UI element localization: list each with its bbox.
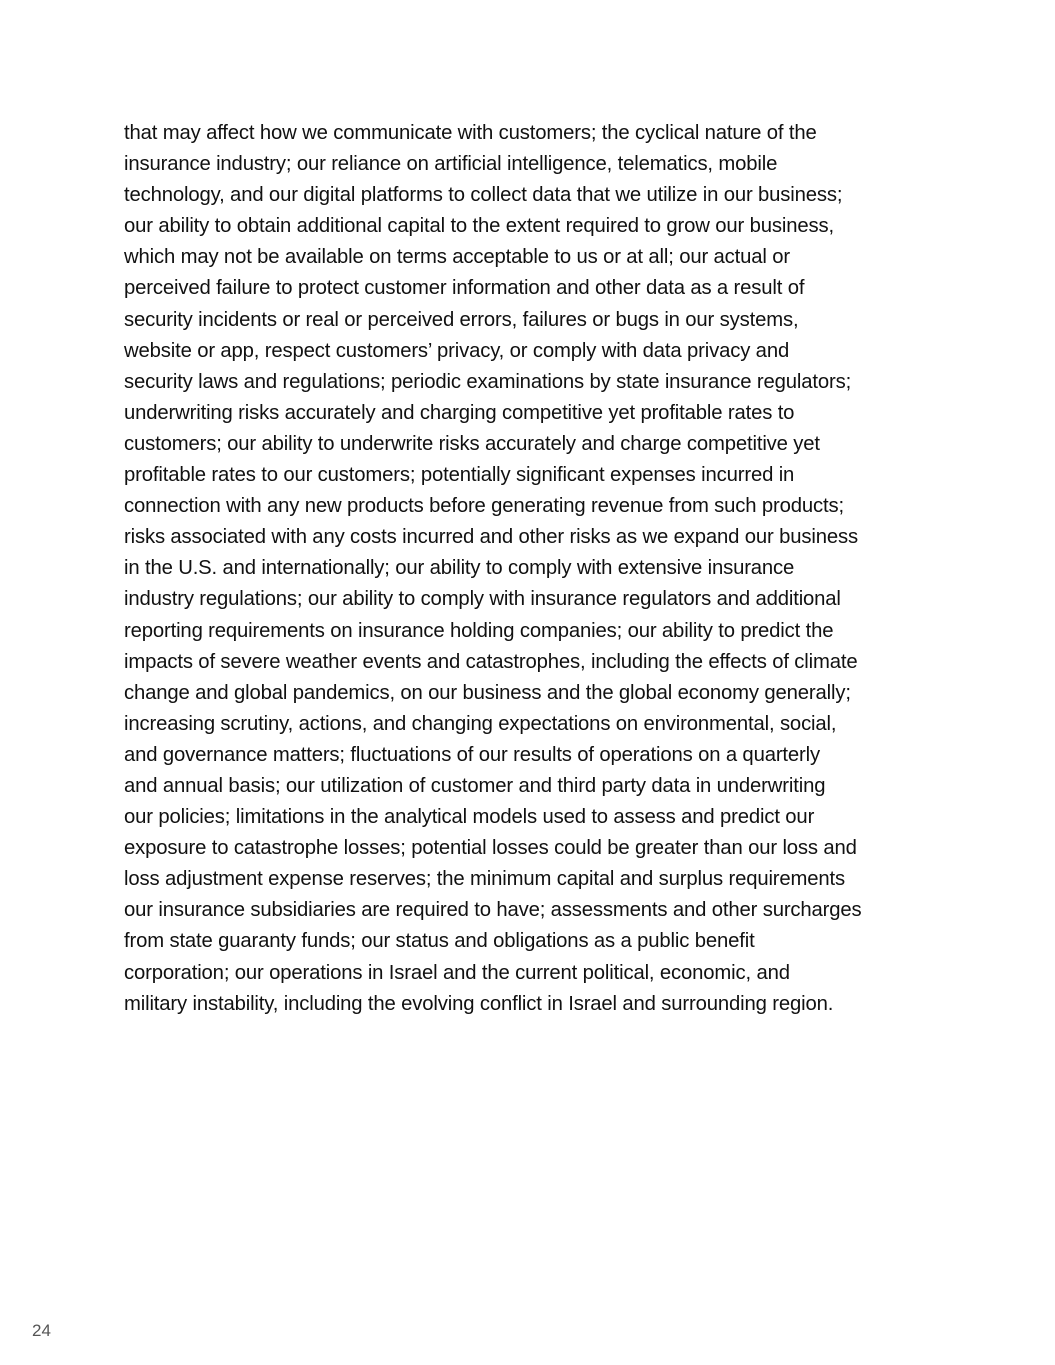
text-line: impacts of severe weather events and catastrophes, including the effects of climate <box>124 650 858 673</box>
text-line: that may affect how we communicate with customers; the cyclical nature of the <box>124 122 817 144</box>
text-line: connection with any new products before generating revenue from such products; <box>124 495 844 518</box>
text-line: perceived failure to protect customer information and other data as a result of <box>124 277 805 300</box>
text-line: from state guaranty funds; our status and obligations as a public benefit <box>124 930 755 953</box>
text-line: website or app, respect customers’ privacy, or comply with data privacy and <box>124 339 790 362</box>
text-line: customers; our ability to underwrite risks accurately and charge competitive yet <box>124 432 820 455</box>
text-line: which may not be available on terms acceptable to us or at all; our actual or <box>124 246 790 269</box>
text-line: security incidents or real or perceived errors, failures or bugs in our systems, <box>124 308 799 331</box>
text-line: and governance matters; fluctuations of our results of operations on a quarterly <box>124 743 820 766</box>
text-line: our insurance subsidiaries are required to have; assessments and other surcharges <box>124 899 862 922</box>
text-line: our ability to obtain additional capital to the extent required to grow our business, <box>124 215 834 238</box>
text-line: corporation; our operations in Israel and the current political, economic, and <box>124 961 790 984</box>
text-line: loss adjustment expense reserves; the minimum capital and surplus requirements <box>124 868 846 891</box>
text-line: reporting requirements on insurance holding companies; our ability to predict the <box>124 619 834 642</box>
text-line: technology, and our digital platforms to collect data that we utilize in our business; <box>124 184 843 207</box>
text-line: insurance industry; our reliance on artificial intelligence, telematics, mobile <box>124 153 778 176</box>
body-paragraph <box>124 118 944 1020</box>
text-line: security laws and regulations; periodic examinations by state insurance regulators; <box>124 370 852 393</box>
text-line: our policies; limitations in the analytical models used to assess and predict our <box>124 806 815 829</box>
text-line: and annual basis; our utilization of customer and third party data in underwriting <box>124 774 826 797</box>
text-line: profitable rates to our customers; potentially significant expenses incurred in <box>124 464 795 487</box>
text-line: military instability, including the evolving conflict in Israel and surrounding region. <box>124 992 834 1015</box>
text-line: exposure to catastrophe losses; potential losses could be greater than our loss and <box>124 837 857 860</box>
text-line: underwriting risks accurately and charging competitive yet profitable rates to <box>124 401 795 424</box>
text-line: in the U.S. and internationally; our ability to comply with extensive insurance <box>124 557 795 580</box>
text-line: risks associated with any costs incurred and other risks as we expand our business <box>124 526 858 549</box>
text-line: increasing scrutiny, actions, and changing expectations on environmental, social, <box>124 712 837 735</box>
text-line: change and global pandemics, on our business and the global economy generally; <box>124 681 851 704</box>
page-number: 24 <box>32 1321 51 1340</box>
text-line: industry regulations; our ability to comply with insurance regulators and additional <box>124 588 841 611</box>
